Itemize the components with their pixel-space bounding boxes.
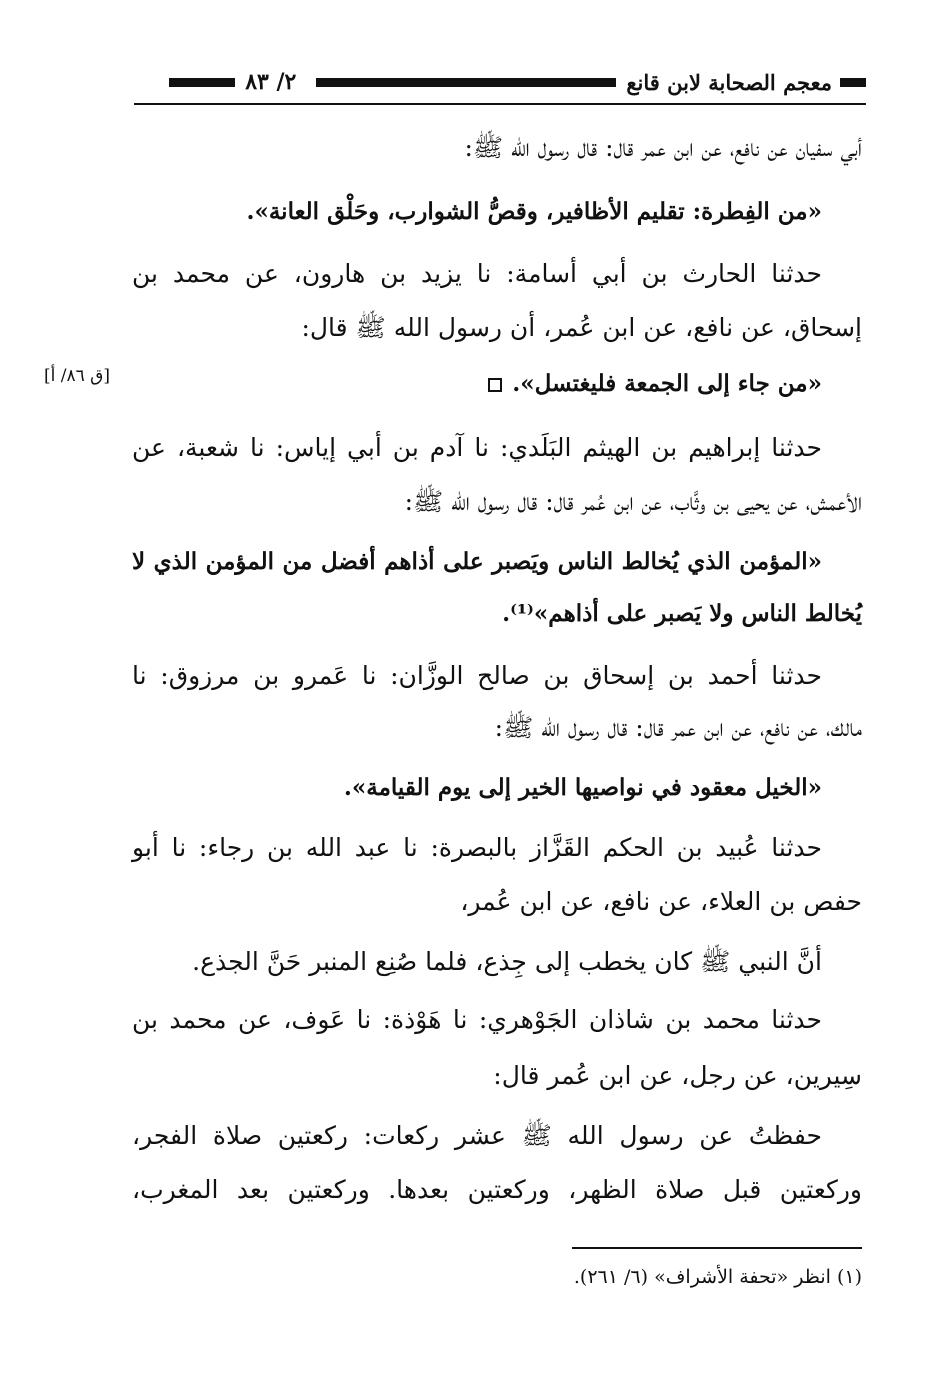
folio-mark-icon [488, 378, 502, 392]
hadith-text-line: «الخيل معقود في نواصيها الخير إلى يوم القيامة». [343, 774, 822, 801]
header-bar-left [169, 78, 235, 87]
page-number: ٢/ ٨٣ [245, 69, 297, 95]
text-line: حفص بن العلاء، عن نافع، عن ابن عُمر، [460, 887, 862, 916]
hadith-text-line: «المؤمن الذي يُخالط الناس ويَصبر على أذاهم أفضل من المؤمن الذي لا [132, 548, 822, 575]
hadith-text-line: «من جاء إلى الجمعة فليغتسل». [132, 364, 862, 404]
header-rule [134, 103, 866, 105]
hadith-text-line: يُخالط الناس ولا يَصبر على أذاهم»⁽¹⁾. [502, 600, 862, 627]
text-line: حدثنا محمد بن شاذان الجَوْهري: نا هَوْذة: نا عَوف، عن محمد بن [132, 1005, 822, 1034]
text-line: حدثنا إبراهيم بن الهيثم البَلَدي: نا آدم بن أبي إياس: نا شعبة، عن [132, 433, 822, 462]
header-bar-right [840, 78, 866, 87]
running-header [134, 62, 866, 102]
text-line: أبي سفيان عن نافع، عن ابن عمر قال: قال رسول الله ﷺ: [464, 133, 862, 162]
text-line: حدثنا عُبيد بن الحكم القَزَّاز بالبصرة: نا عبد الله بن رجاء: نا أبو [132, 833, 822, 862]
text-line: سِيرين، عن رجل، عن ابن عُمر قال: [493, 1061, 862, 1090]
manuscript-folio-note: [ق ٨٦/ أ] [44, 366, 110, 386]
text-line: إسحاق، عن نافع، عن ابن عُمر، أن رسول الله ﷺ قال: [301, 313, 862, 342]
book-title: معجم الصحابة لابن قانع [626, 69, 832, 95]
header-bar-middle [316, 78, 616, 87]
text-line: وركعتين قبل صلاة الظهر، وركعتين بعدها. وركعتين بعد المغرب، [132, 1175, 862, 1204]
text-line: حفظتُ عن رسول الله ﷺ عشر ركعات: ركعتين صلاة الفجر، [132, 1121, 822, 1150]
text-line: حدثنا الحارث بن أبي أسامة: نا يزيد بن هارون، عن محمد بن [132, 259, 822, 288]
text-line: مالك، عن نافع، عن ابن عمر قال: قال رسول الله ﷺ: [494, 713, 862, 742]
text-line: حدثنا أحمد بن إسحاق بن صالح الوزَّان: نا عَمرو بن مرزوق: نا [132, 661, 822, 690]
hadith-text-line: «من الفِطرة: تقليم الأظافير، وقصُّ الشوارب، وحَلْق العانة». [246, 198, 822, 225]
text-line: أنَّ النبي ﷺ كان يخطب إلى جِذع، فلما صُنِع المنبر حَنَّ الجذع. [192, 947, 822, 976]
footnote: (١) انظر «تحفة الأشراف» (٦/ ٢٦١). [573, 1266, 862, 1288]
footnote-rule [572, 1247, 862, 1249]
text-line: الأعمش، عن يحيى بن وثَّاب، عن ابن عُمر قال: قال رسول الله ﷺ: [404, 487, 862, 516]
